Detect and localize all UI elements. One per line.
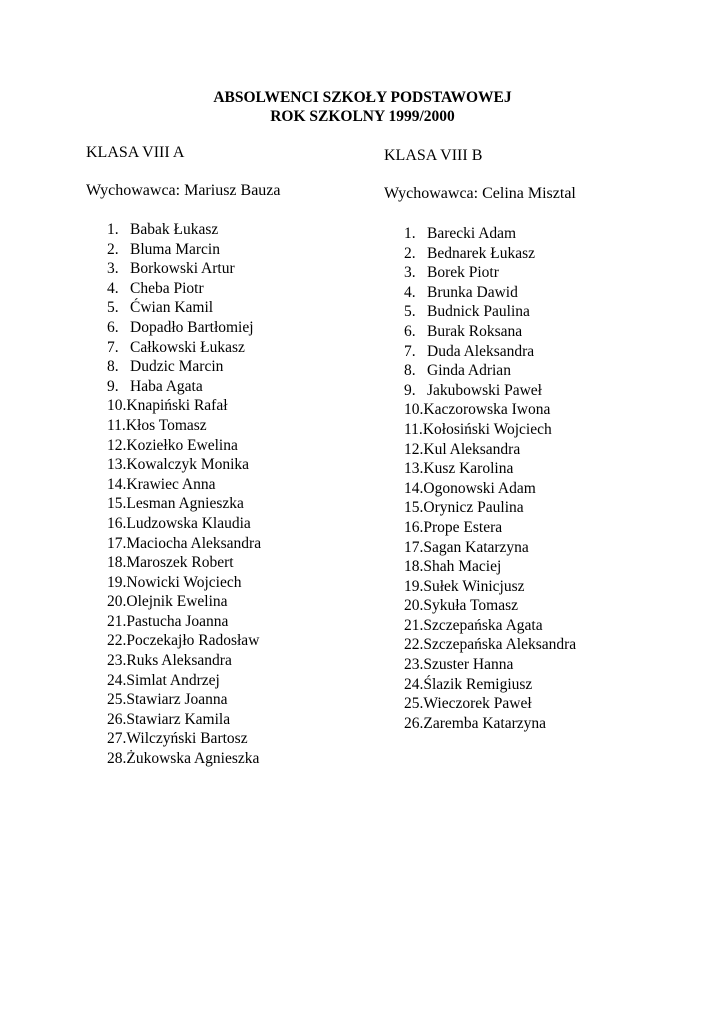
student-list-item [404,557,576,577]
student-number: 10. [107,397,127,415]
student-list-item [404,577,576,597]
student-name: Nowicki Wojciech [126,573,242,591]
student-list-item [404,694,576,714]
student-number: 16. [404,518,424,536]
student-number: 3. [404,264,416,282]
student-number: 26. [404,714,424,732]
student-list-item [404,655,576,675]
student-number: 12. [107,436,127,454]
student-name: Ćwian Kamil [130,299,214,317]
student-name: Zaremba Katarzyna [423,714,547,732]
student-name: Dudzic Marcin [130,358,224,376]
student-list-item [404,635,576,655]
student-number: 19. [404,577,424,595]
student-number: 18. [404,558,424,576]
student-list-item [107,318,261,338]
student-list-item [107,710,261,730]
student-number: 4. [107,279,119,297]
student-list-item [107,240,261,260]
student-number: 27. [107,730,127,748]
student-name: Orynicz Paulina [423,499,524,517]
student-number: 11. [107,416,126,434]
student-name: Prope Estera [423,518,503,536]
student-name: Kul Aleksandra [423,440,521,458]
student-name: Borkowski Artur [130,260,235,278]
student-list-item [404,361,576,381]
student-name: Stawiarz Joanna [126,691,228,709]
student-number: 25. [404,695,424,713]
student-number: 12. [404,440,424,458]
student-list-item [404,322,576,342]
student-name: Babak Łukasz [130,221,219,238]
student-name: Całkowski Łukasz [130,338,245,356]
student-list-item [107,475,261,495]
student-list-item [107,338,261,358]
student-number: 13. [404,460,424,478]
student-name: Kaczorowska Iwona [423,401,551,419]
student-list-item [107,690,261,710]
student-number: 23. [404,656,424,674]
student-name: Cheba Piotr [130,279,204,297]
student-list-item [404,498,576,518]
student-list-item [107,377,261,397]
student-name: Ginda Adrian [427,362,511,380]
class-a-heading: KLASA VIII A [86,144,185,161]
student-list-item [107,729,261,749]
student-number: 3. [107,260,119,278]
student-list-item [107,436,261,456]
student-number: 16. [107,514,127,532]
student-list-item [107,494,261,514]
student-number: 7. [404,342,416,360]
student-number: 21. [404,616,424,634]
student-name: Lesman Agnieszka [126,495,244,513]
student-list-item [404,538,576,558]
student-name: Ogonowski Adam [423,479,536,497]
student-list-item [107,749,261,769]
class-a-tutor: Wychowawca: Mariusz Bauza [86,182,281,199]
student-list-item [404,342,576,362]
student-list-item [107,279,261,299]
student-list-item [107,651,261,671]
student-name: Ludzowska Klaudia [126,514,251,532]
student-number: 8. [107,358,119,376]
school-year-subtitle: ROK SZKOLNY 1999/2000 [270,108,455,125]
student-number: 17. [107,534,127,552]
student-number: 4. [404,283,416,301]
student-name: Krawiec Anna [126,475,216,493]
student-name: Knapiński Rafał [126,397,228,415]
student-list-item [107,357,261,377]
student-name: Sykuła Tomasz [423,597,519,615]
student-name: Budnick Paulina [427,303,530,321]
student-list-item [107,534,261,554]
student-name: Sagan Katarzyna [423,538,529,556]
student-list-item [107,514,261,534]
student-name: Ruks Aleksandra [126,652,232,670]
student-name: Szuster Hanna [423,656,514,674]
student-number: 6. [404,322,416,340]
student-name: Borek Piotr [427,264,499,282]
student-list-item [404,675,576,695]
class-b-student-list [404,224,576,733]
student-list-item [107,220,261,240]
student-list-item [107,573,261,593]
student-number: 7. [107,338,119,356]
student-name: Ślazik Remigiusz [423,675,533,693]
student-list-item [404,263,576,283]
student-number: 24. [404,675,424,693]
student-list-item [107,592,261,612]
student-name: Szczepańska Agata [423,616,543,634]
student-list-item [107,631,261,651]
student-list-item [107,612,261,632]
student-name: Haba Agata [130,377,203,395]
student-number: 25. [107,691,127,709]
student-number: 23. [107,652,127,670]
student-list-item [404,381,576,401]
student-number: 22. [404,636,424,654]
student-number: 20. [404,597,424,615]
student-list-item [107,553,261,573]
student-number: 21. [107,612,127,630]
student-list-item [404,224,576,244]
student-list-item [404,616,576,636]
student-number: 18. [107,554,127,572]
student-number: 13. [107,456,127,474]
class-b-tutor: Wychowawca: Celina Misztal [384,185,576,202]
student-number: 20. [107,593,127,611]
student-list-item [404,459,576,479]
student-number: 24. [107,671,127,689]
student-list-item [404,479,576,499]
student-number: 15. [404,499,424,517]
student-number: 28. [107,750,127,768]
student-name: Maciocha Aleksandra [126,534,262,552]
student-number: 8. [404,362,416,380]
student-name: Wilczyński Bartosz [126,730,248,748]
student-name: Szczepańska Aleksandra [423,636,577,654]
student-name: Olejnik Ewelina [126,593,228,611]
student-name: Dopadło Bartłomiej [130,318,254,336]
student-name: Bluma Marcin [130,240,220,258]
student-name: Poczekajło Radosław [126,632,260,650]
student-name: Kusz Karolina [423,460,514,478]
student-number: 5. [107,299,119,317]
student-name: Barecki Adam [427,225,517,242]
student-name: Kłos Tomasz [125,416,207,434]
student-number: 1. [107,221,119,238]
class-b-heading: KLASA VIII B [384,147,483,164]
student-name: Sułek Winicjusz [423,577,525,595]
student-list-item [404,302,576,322]
student-list-item [404,440,576,460]
student-name: Jakubowski Paweł [427,381,542,399]
student-name: Brunka Dawid [427,283,518,301]
student-list-item [107,671,261,691]
student-list-item [404,518,576,538]
student-number: 19. [107,573,127,591]
student-name: Burak Roksana [427,322,523,340]
student-list-item [404,714,576,734]
student-list-item [404,420,576,440]
student-number: 5. [404,303,416,321]
student-name: Koziełko Ewelina [126,436,238,454]
student-name: Duda Aleksandra [427,342,535,360]
student-list-item [107,259,261,279]
document-title: ABSOLWENCI SZKOŁY PODSTAWOWEJ [213,89,512,106]
student-number: 17. [404,538,424,556]
student-list-item [107,416,261,436]
student-number: 1. [404,225,416,242]
student-name: Żukowska Agnieszka [126,750,260,768]
student-list-item [107,455,261,475]
student-list-item [107,298,261,318]
student-name: Shah Maciej [423,558,502,576]
student-number: 9. [404,381,416,399]
student-name: Stawiarz Kamila [126,710,231,728]
student-number: 9. [107,377,119,395]
student-name: Bednarek Łukasz [427,244,536,262]
student-list-item [404,400,576,420]
student-name: Kołosiński Wojciech [422,420,552,438]
student-name: Simlat Andrzej [126,671,220,689]
student-number: 14. [404,479,424,497]
student-number: 11. [404,420,423,438]
class-a-student-list [107,220,261,769]
student-number: 15. [107,495,127,513]
student-number: 22. [107,632,127,650]
student-list-item [404,596,576,616]
student-name: Wieczorek Paweł [423,695,532,713]
student-number: 6. [107,318,119,336]
student-number: 2. [107,240,119,258]
student-list-item [404,283,576,303]
student-name: Maroszek Robert [126,554,234,572]
student-list-item [107,396,261,416]
student-number: 14. [107,475,127,493]
student-number: 10. [404,401,424,419]
student-number: 2. [404,244,416,262]
student-name: Pastucha Joanna [126,612,229,630]
student-list-item [404,244,576,264]
student-name: Kowalczyk Monika [126,456,250,474]
student-number: 26. [107,710,127,728]
